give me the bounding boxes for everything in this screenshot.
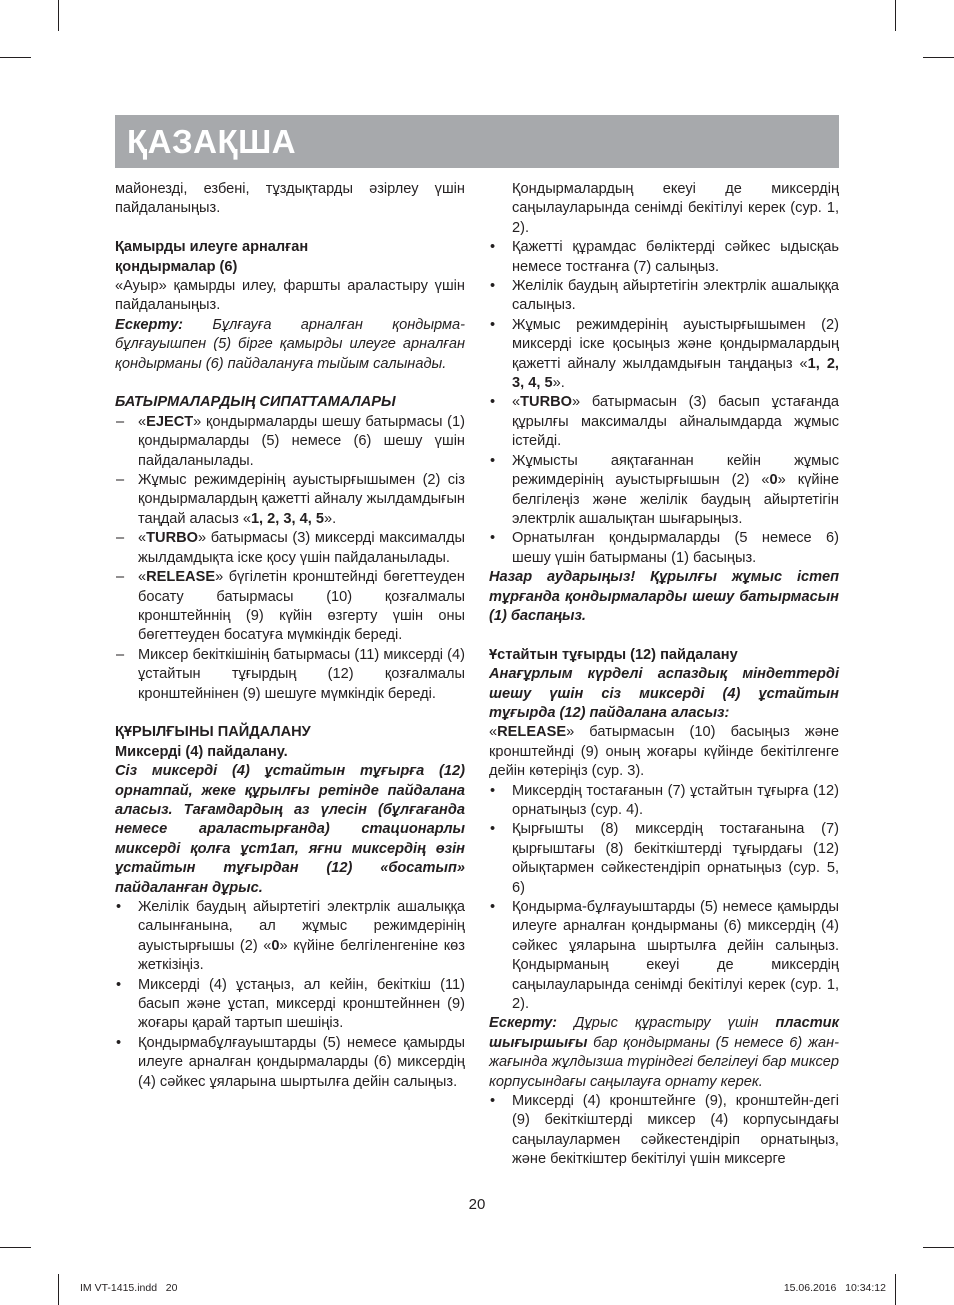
crop-mark	[58, 0, 59, 31]
list-item: • Желілік баудың айыртетігін электрлік ашалыққа салыңыз.	[489, 277, 839, 316]
attention-note: Назар аударыңыз! Құрылғы жұмыс істеп тұрғанда қондырмаларды шешу батырмасын (1) баспаңыз.	[489, 569, 839, 624]
crop-mark	[0, 57, 31, 58]
list-item: • Қырғышты (8) миксердің тостағанына (7) қырғыштағы (8) бекіткіштерді тұғырдағы (12) ойықтармен сәйкестендіріп орнатыңыз (сур. 5, 6)	[489, 820, 839, 898]
buttons-list	[115, 413, 465, 704]
list-item: • Қондырма-бұлғауыштарды (5) немесе қамырды илеуге арналған қондырманы (6) миксердің (4) сәйкес ұяларына шыртылға дейін салыңыз. Қондырманың екеуі де миксердің саңылауларында сенімді бекітілуі керек (сур. 1, 2).	[489, 898, 839, 1014]
assembly-note: Ескерту: Дұрыс құрастыру үшін пластик шығыршығы бар қондырманы (5 немесе 6) жан-жағында жұлдызша түріндегі белгілеуі бар миксер корпусындағы саңылауға орнату керек.	[489, 1015, 839, 1090]
list-item: • Жұмыс режимдерінің ауыстырғышымен (2) миксерді іске қосыңыз және қондырмалардың қажетті айналу жылдамдығын таңдаңыз «1, 2, 3, 4, 5».	[489, 316, 839, 394]
list-item: • Миксерді (4) ұстаңыз, ал кейін, бекіткіш (11) басып және ұстап, миксерді кронштейннен (9) жоғары қарай тартып шешіңіз.	[115, 976, 465, 1034]
note-paragraph: Ескерту: Бұлғауға арналған қондырма-бұлғауышпен (5) бірге қамырды илеуге арналған қондырманы (6) пайдалануға тыйым салынады.	[115, 316, 465, 372]
beaters-heading: Қамырды илеуге арналған қондырмалар (6)	[115, 239, 309, 275]
crop-mark	[895, 1274, 896, 1305]
list-item: • Желілік баудың айыртетігі электрлік ашалыққа салынғанына, ал жұмыс режимдерінің ауыстырғышы (2) «0» күйіне белгіленгеніне көз жеткізіңіз.	[115, 898, 465, 976]
final-steps-list	[489, 1092, 839, 1170]
page-number: 20	[468, 1196, 486, 1213]
mixer-steps-list	[115, 898, 465, 1092]
right-column	[489, 180, 839, 1170]
buttons-heading: БАТЫРМАЛАРДЫҢ СИПАТТАМАЛАРЫ	[115, 394, 396, 411]
crop-mark	[0, 1247, 31, 1248]
list-item: • Миксерді (4) кронштейнге (9), кронштейн-дегі (9) бекіткіштерді миксер (4) корпусындағы саңылаулармен сәйкестендіріп орнатыңыз, және бекіткіштер бекітілуі үшін миксерге	[489, 1092, 839, 1170]
language-header-bar	[115, 115, 839, 168]
crop-mark	[895, 0, 896, 31]
list-item: • Миксердің тостағанын (7) ұстайтын тұғырға (12) орнатыңыз (сур. 4).	[489, 782, 839, 821]
crop-mark	[923, 1247, 954, 1248]
list-item: – Жұмыс режимдерінің ауыстырғышымен (2) сіз қондырмалардың қажетті айналу жылдамдығын таңдай аласыз «1, 2, 3, 4, 5».	[115, 471, 465, 529]
stand-steps-list	[489, 782, 839, 1015]
operation-steps-list	[489, 238, 839, 568]
crop-mark	[923, 57, 954, 58]
list-item: – «RELEASE» бүгілетін кронштейнді бөгеттеуден босату батырмасы (10) қозғалмалы кронштейннің (9) күйін өзгерту үшін оны бөгеттеуден босатуға мүмкіндік береді.	[115, 568, 465, 646]
beaters-paragraph: «Ауыр» қамырды илеу, фаршты араластыру үшін пайдаланыңыз.	[115, 278, 465, 314]
list-item: – Миксер бекіткішінің батырмасы (11) миксерді (4) ұстайтын тұғырдың (12) қозғалмалы кронштейнінен (9) шешуге мүмкіндік береді.	[115, 646, 465, 704]
footer-timestamp: 15.06.2016 10:34:12	[783, 1282, 886, 1294]
page-title: ҚАЗАҚША	[127, 123, 297, 160]
list-item: – «EJECT» қондырмаларды шешу батырмасы (1) қондырмаларды (5) немесе (6) шешу үшін пайдаланылады.	[115, 413, 465, 471]
list-item: • Қондырмабұлғауыштарды (5) немесе қамырды илеуге арналған қондырмаларды (6) миксердің (4) сәйкес ұяларына шыртылға дейін салыңыз.	[115, 1034, 465, 1092]
left-column	[115, 180, 465, 1092]
list-item: • «TURBO» батырмасын (3) басып ұстағанда құрылғы максималды айналымдарда жұмыс істейді.	[489, 393, 839, 451]
list-item: • Қажетті құрамдас бөліктерді сәйкес ыдысқаь немесе тостғанға (7) салыңыз.	[489, 238, 839, 277]
footer-file-info: IM VT-1415.indd 20	[80, 1282, 178, 1294]
stand-heading: Ұстайтын тұғырды (12) пайдалану	[489, 646, 738, 663]
mixer-heading: Миксерді (4) пайдалану.	[115, 743, 288, 760]
usage-heading: ҚҰРЫЛҒЫНЫ ПАЙДАЛАНУ	[115, 724, 311, 741]
release-paragraph: «RELEASE» батырмасын (10) басыңыз және кронштейнді (9) оның жоғары күйінде бекітілгенге дейін көтеріңіз (сур. 3).	[489, 724, 839, 780]
list-item: • Жұмысты аяқтағаннан кейін жұмыс режимдерінің ауыстырғышын (2) «0» күйіне белгілеңіз және желілік баудың айыртетігін электрлік ашалықтан шығарыңыз.	[489, 452, 839, 530]
list-item: • Орнатылған қондырмаларды (5 немесе 6) шешу үшін батырманы (1) басыңыз.	[489, 529, 839, 568]
crop-mark	[58, 1274, 59, 1305]
mixer-note: Сіз миксерді (4) ұстайтын тұғырға (12) орнатпай, жеке құрылғы ретінде пайдалана аласыз. Тағамдардың аз үлесін (бұлғағанда немесе араластырғанда) стационарлы миксерді қолға ұст1ап, яғни миксердің өзін ұстайтын тұғырдан (12) «босатып» пайдаланған дұрыс.	[115, 763, 465, 896]
stand-intro: Анағұрлым күрделі аспаздық міндеттерді шешу үшін сіз миксерді (4) ұстайтын тұғырда (12) пайдалана аласыз:	[489, 666, 839, 721]
continuation-paragraph: Қондырмалардың екеуі де миксердің саңылауларында сенімді бекітілуі керек (сур. 1, 2).	[512, 181, 839, 236]
intro-paragraph: майонезді, езбені, тұздықтарды әзірлеу үшін пайдаланыңыз.	[115, 181, 465, 217]
list-item: – «TURBO» батырмасы (3) миксерді максималды жылдамдықта іске қосу үшін пайдаланылады.	[115, 529, 465, 568]
